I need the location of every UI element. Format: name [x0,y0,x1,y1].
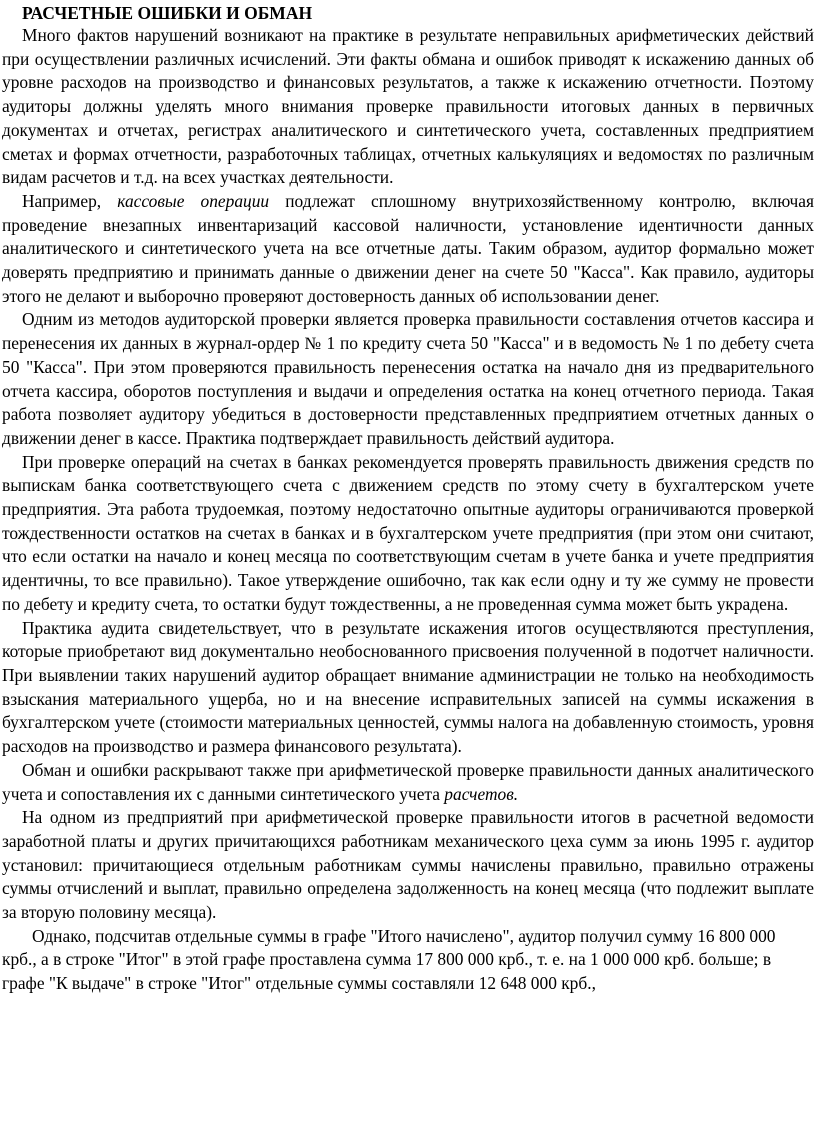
paragraph-4: При проверке операций на счетах в банках рекомендуется проверять правильность движения средств по выпискам банка соответствующего счета с движением средств по этому счету в бухгалтерском учете предприятия. Эта работа трудоемкая, поэтому недостаточно опытные аудиторы ограничиваются проверкой тождественности остатков на счетах в банках и в бухгалтерском учете предприятия (при этом они считают, что если остатки на начало и конец месяца по соответствующим счетам в учете банка и учете предприятия идентичны, то все правильно). Такое утверждение ошибочно, так как если одну и ту же сумму не провести по дебету и кредиту счета, то остатки будут тождественны, а не проведенная сумма может быть украдена. [2,451,814,614]
paragraph-2-emphasis: кассовые операции [117,190,270,211]
paragraph-1: Много фактов нарушений возникают на практике в результате неправильных арифметических действий при осуществлении различных исчислений. Эти факты обмана и ошибок приводят к искажению данных об уровне расходов на производство и финансовых результатов, а также к искажению отчетности. Поэтому аудиторы должны уделять много внимания проверке правильности итоговых данных в первичных документах и отчетах, регистрах аналитического и синтетического учета, составленных предприятием сметах и формах отчетности, разработочных таблицах, отчетных калькуляциях и ведомостях по различным видам расчетов и т.д. на всех участках деятельности. [2,25,814,188]
paragraph-3: Одним из методов аудиторской проверки является проверка правильности составления отчетов кассира и перенесения их данных в журнал-ордер № 1 по кредиту счета 50 "Касса" и в ведомость № 1 по дебету счета 50 "Касса". При этом проверяются правильность перенесения остатка на начало дня из предварительного отчета кассира, оборотов поступления и выдачи и определения остатка на конец отчетного периода. Такая работа позволяет аудитору убедиться в достоверности представленных предприятием отчетных данных о движении денег в кассе. Практика подтверждает правильность действий аудитора. [2,309,814,448]
document-page [2,2,814,996]
paragraph-7: На одном из предприятий при арифметической проверке правильности итогов в расчетной ведомости заработной платы и других причитающихся работникам механического цеха сумм за июнь 1995 г. аудитор установил: причитающиеся отдельным работникам суммы начислены правильно, правильно отражены суммы отчислений и выплат, правильно определена задолженность на конец месяца (что подлежит выплате за вторую половину месяца). [2,807,814,923]
paragraph-2 [2,190,814,309]
paragraph-8: Однако, подсчитав отдельные суммы в графе "Итого начислено", аудитор получил сумму 16 800 000 крб., а в строке "Итог" в этой графе проставлена сумма 17 800 000 крб., т. е. на 1 000 000 крб. больше; в графе "К выдаче" в строке "Итог" отдельные суммы составляли 12 648 000 крб., [2,925,776,994]
paragraph-2-end: подлежат сплошному внутрихозяйственному контролю, включая проведение внезапных инвентаризаций кассовой наличности, установление идентичности данных аналитического и синтетического учета на все отчетные даты. Таким образом, аудитор формально может доверять предприятию и принимать данные о движении денег на счете 50 "Касса". Как правило, аудиторы этого не делают и выборочно проверяют достоверность данных об использовании денег. [2,190,814,306]
paragraph-5: Практика аудита свидетельствует, что в результате искажения итогов осуществляются преступления, которые приобретают вид документально необоснованного присвоения полученной в подотчет наличности. При выявлении таких нарушений аудитор обращает внимание администрации не только на необходимость взыскания материального ущерба, но и на внесение исправительных записей на суммы искажения в бухгалтерском учете (стоимости материальных ценностей, суммы налога на добавленную стоимость, уровня расходов на производство и размера финансового результата). [2,617,814,757]
paragraph-2-start: Например, [22,190,118,211]
document-title: РАСЧЕТНЫЕ ОШИБКИ И ОБМАН [22,3,313,23]
paragraph-6-start: Обман и ошибки раскрывают также при арифметической проверке правильности данных аналитического учета и сопоставления их с данными синтетического учета [2,759,814,804]
paragraph-6 [2,759,814,806]
paragraph-6-emphasis: расчетов. [444,783,519,804]
